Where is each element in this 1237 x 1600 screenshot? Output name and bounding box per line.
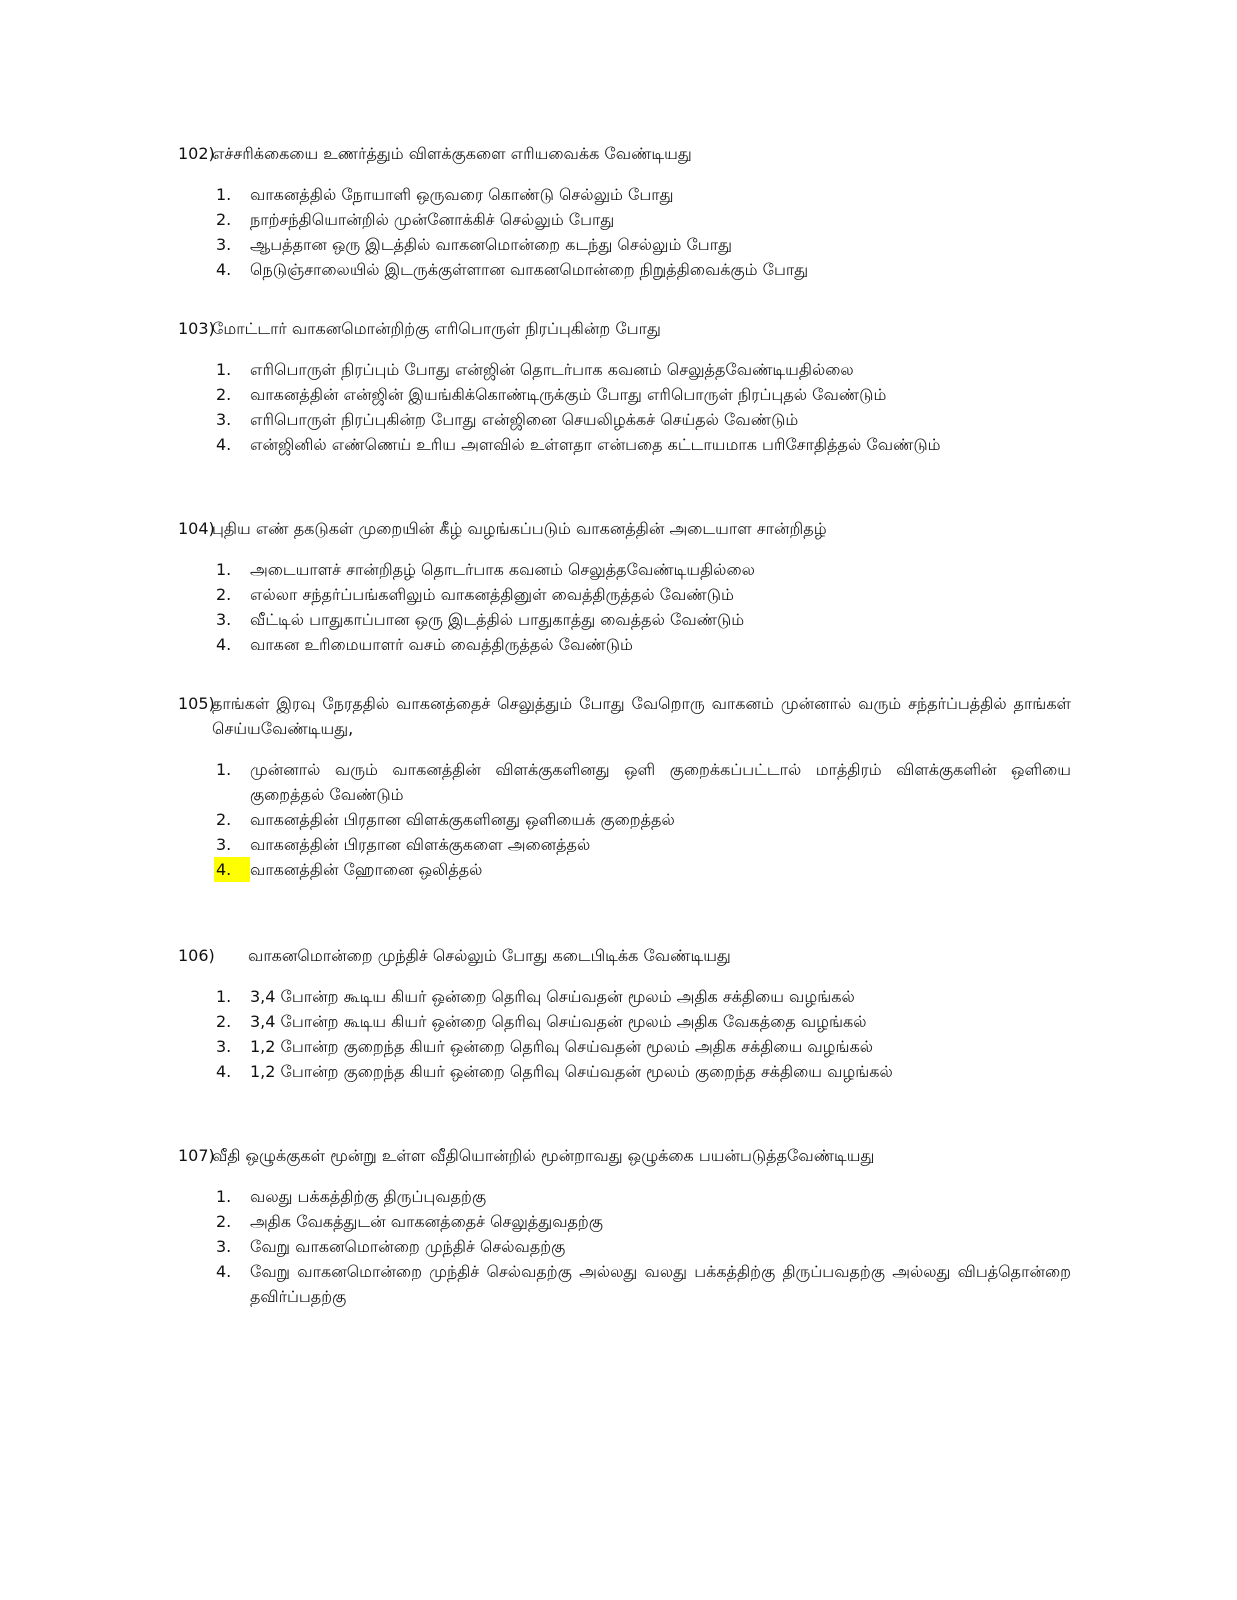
option-number: 4. (216, 635, 232, 654)
option-number: 2. (216, 210, 232, 229)
question-stem (178, 316, 1071, 341)
option-text: அதிக வேகத்துடன் வாகனத்தைச் செலுத்துவதற்கு (250, 1212, 603, 1231)
option-number: 1. (216, 560, 232, 579)
question-stem (178, 1143, 1071, 1168)
option-number: 3. (216, 835, 232, 854)
answer-option (178, 607, 1071, 632)
option-text: வாகனத்தில் நோயாளி ஒருவரை கொண்டு செல்லும் போது (250, 185, 674, 204)
answer-option (178, 557, 1071, 582)
answer-option (178, 832, 1071, 857)
option-number: 1. (216, 185, 232, 204)
question-text: தாங்கள் இரவு நேரததில் வாகனத்தைச் செலுத்தும் போது வேறொரு வாகனம் முன்னால் வரும் சந்தர்ப்பத்தில் தாங்கள் செய்யவேண்டியது, (212, 694, 1071, 738)
question-text: மோட்டார் வாகனமொன்றிற்கு எரிபொருள் நிரப்புகின்ற போது (212, 319, 661, 338)
answer-option (178, 357, 1071, 382)
option-text: ஆபத்தான ஒரு இடத்தில் வாகனமொன்றை கடந்து செல்லும் போது (250, 235, 732, 254)
option-number: 2. (216, 810, 232, 829)
answer-option (178, 382, 1071, 407)
question-stem (178, 691, 1071, 741)
option-text: எரிபொருள் நிரப்பும் போது என்ஜின் தொடர்பாக கவனம் செலுத்தவேண்டியதில்லை (250, 360, 854, 379)
answer-option (178, 632, 1071, 657)
question-text: வாகனமொன்றை முந்திச் செல்லும் போது கடைபிடிக்க வேண்டியது (248, 946, 731, 965)
question-stem (178, 943, 1071, 968)
answer-options (178, 984, 1071, 1084)
answer-option (178, 807, 1071, 832)
answer-option (178, 257, 1071, 282)
option-number: 2. (216, 1212, 232, 1231)
option-text: 3,4 போன்ற கூடிய கியர் ஒன்றை தெரிவு செய்வதன் மூலம் அதிக சக்தியை வழங்கல் (250, 987, 855, 1006)
question-106 (178, 943, 1071, 1084)
answer-options (178, 182, 1071, 282)
option-text: அடையாளச் சான்றிதழ் தொடர்பாக கவனம் செலுத்தவேண்டியதில்லை (250, 560, 755, 579)
question-104 (178, 516, 1071, 657)
answer-option (178, 984, 1071, 1009)
answer-options (178, 357, 1071, 457)
answer-option-highlighted (178, 857, 1071, 882)
answer-option (178, 1059, 1071, 1084)
option-text: 1,2 போன்ற குறைந்த கியர் ஒன்றை தெரிவு செய்வதன் மூலம் குறைந்த சக்தியை வழங்கல் (250, 1062, 893, 1081)
question-text: எச்சரிக்கையை உணர்த்தும் விளக்குகளை எரியவைக்க வேண்டியது (212, 144, 692, 163)
question-107 (178, 1143, 1071, 1309)
answer-options (178, 1184, 1071, 1309)
option-number: 2. (216, 385, 232, 404)
option-text: முன்னால் வரும் வாகனத்தின் விளக்குகளினது ஒளி குறைக்கப்பட்டால் மாத்திரம் விளக்குகளின் ஒளியை குறைத்தல் வேண்டும் (250, 760, 1071, 804)
option-number: 3. (216, 410, 232, 429)
answer-option (178, 1034, 1071, 1059)
option-text: 3,4 போன்ற கூடிய கியர் ஒன்றை தெரிவு செய்வதன் மூலம் அதிக வேகத்தை வழங்கல் (250, 1012, 867, 1031)
answer-options (178, 557, 1071, 657)
question-text: புதிய எண் தகடுகள் முறையின் கீழ் வழங்கப்படும் வாகனத்தின் அடையாள சான்றிதழ் (212, 519, 827, 538)
question-number: 104) (178, 519, 215, 538)
question-102 (178, 141, 1071, 282)
option-number: 1. (216, 987, 232, 1006)
option-number: 4. (216, 260, 232, 279)
question-stem (178, 141, 1071, 166)
question-number: 102) (178, 144, 215, 163)
option-text: வாகனத்தின் ஹோனை ஒலித்தல் (250, 860, 483, 879)
option-text: வாகன உரிமையாளர் வசம் வைத்திருத்தல் வேண்டும் (250, 635, 633, 654)
question-number: 105) (178, 694, 215, 713)
answer-option (178, 407, 1071, 432)
question-stem (178, 516, 1071, 541)
option-number: 1. (216, 760, 232, 779)
answer-options (178, 757, 1071, 882)
option-text: நெடுஞ்சாலையில் இடருக்குள்ளான வாகனமொன்றை நிறுத்திவைக்கும் போது (250, 260, 809, 279)
question-105 (178, 691, 1071, 882)
answer-option (178, 1009, 1071, 1034)
question-number: 103) (178, 319, 215, 338)
option-number: 3. (216, 610, 232, 629)
option-number: 3. (216, 1037, 232, 1056)
question-103 (178, 316, 1071, 457)
option-text: வாகனத்தின் பிரதான விளக்குகளை அனைத்தல் (250, 835, 591, 854)
option-text: வாகனத்தின் என்ஜின் இயங்கிக்கொண்டிருக்கும் போது எரிபொருள் நிரப்புதல் வேண்டும் (250, 385, 887, 404)
option-number: 4. (216, 1262, 232, 1281)
option-number: 1. (216, 360, 232, 379)
question-number: 106) (178, 946, 215, 965)
answer-option (178, 1209, 1071, 1234)
option-number: 1. (216, 1187, 232, 1206)
answer-option (178, 757, 1071, 807)
answer-option (178, 182, 1071, 207)
answer-option (178, 432, 1071, 457)
answer-option (178, 207, 1071, 232)
answer-option (178, 1259, 1071, 1309)
option-text: வலது பக்கத்திற்கு திருப்புவதற்கு (250, 1187, 487, 1206)
option-number: 2. (216, 585, 232, 604)
question-text: வீதி ஒழுக்குகள் மூன்று உள்ள வீதியொன்றில் மூன்றாவது ஒழுக்கை பயன்படுத்தவேண்டியது (212, 1146, 875, 1165)
option-text: வாகனத்தின் பிரதான விளக்குகளினது ஒளியைக் குறைத்தல் (250, 810, 675, 829)
answer-option (178, 1234, 1071, 1259)
option-text: வேறு வாகனமொன்றை முந்திச் செல்வதற்கு அல்லது வலது பக்கத்திற்கு திருப்பவதற்கு அல்லது விபத்தொன்றை தவிர்ப்பதற்கு (250, 1262, 1071, 1306)
option-number: 3. (216, 1237, 232, 1256)
option-text: என்ஜினில் எண்ணெய் உரிய அளவில் உள்ளதா என்பதை கட்டாயமாக பரிசோதித்தல் வேண்டும் (250, 435, 941, 454)
option-text: வேறு வாகனமொன்றை முந்திச் செல்வதற்கு (250, 1237, 566, 1256)
option-text: நாற்சந்தியொன்றில் முன்னோக்கிச் செல்லும் போது (250, 210, 615, 229)
question-number: 107) (178, 1146, 215, 1165)
answer-option (178, 232, 1071, 257)
option-text: வீட்டில் பாதுகாப்பான ஒரு இடத்தில் பாதுகாத்து வைத்தல் வேண்டும் (250, 610, 745, 629)
answer-option (178, 582, 1071, 607)
highlighted-option-number: 4. (214, 857, 250, 882)
option-text: 1,2 போன்ற குறைந்த கியர் ஒன்றை தெரிவு செய்வதன் மூலம் அதிக சக்தியை வழங்கல் (250, 1037, 874, 1056)
option-text: எரிபொருள் நிரப்புகின்ற போது என்ஜினை செயலிழக்கச் செய்தல் வேண்டும் (250, 410, 799, 429)
option-number: 2. (216, 1012, 232, 1031)
answer-option (178, 1184, 1071, 1209)
option-number: 3. (216, 235, 232, 254)
option-number: 4. (216, 435, 232, 454)
option-number: 4. (216, 1062, 232, 1081)
option-text: எல்லா சந்தர்ப்பங்களிலும் வாகனத்தினுள் வைத்திருத்தல் வேண்டும் (250, 585, 734, 604)
